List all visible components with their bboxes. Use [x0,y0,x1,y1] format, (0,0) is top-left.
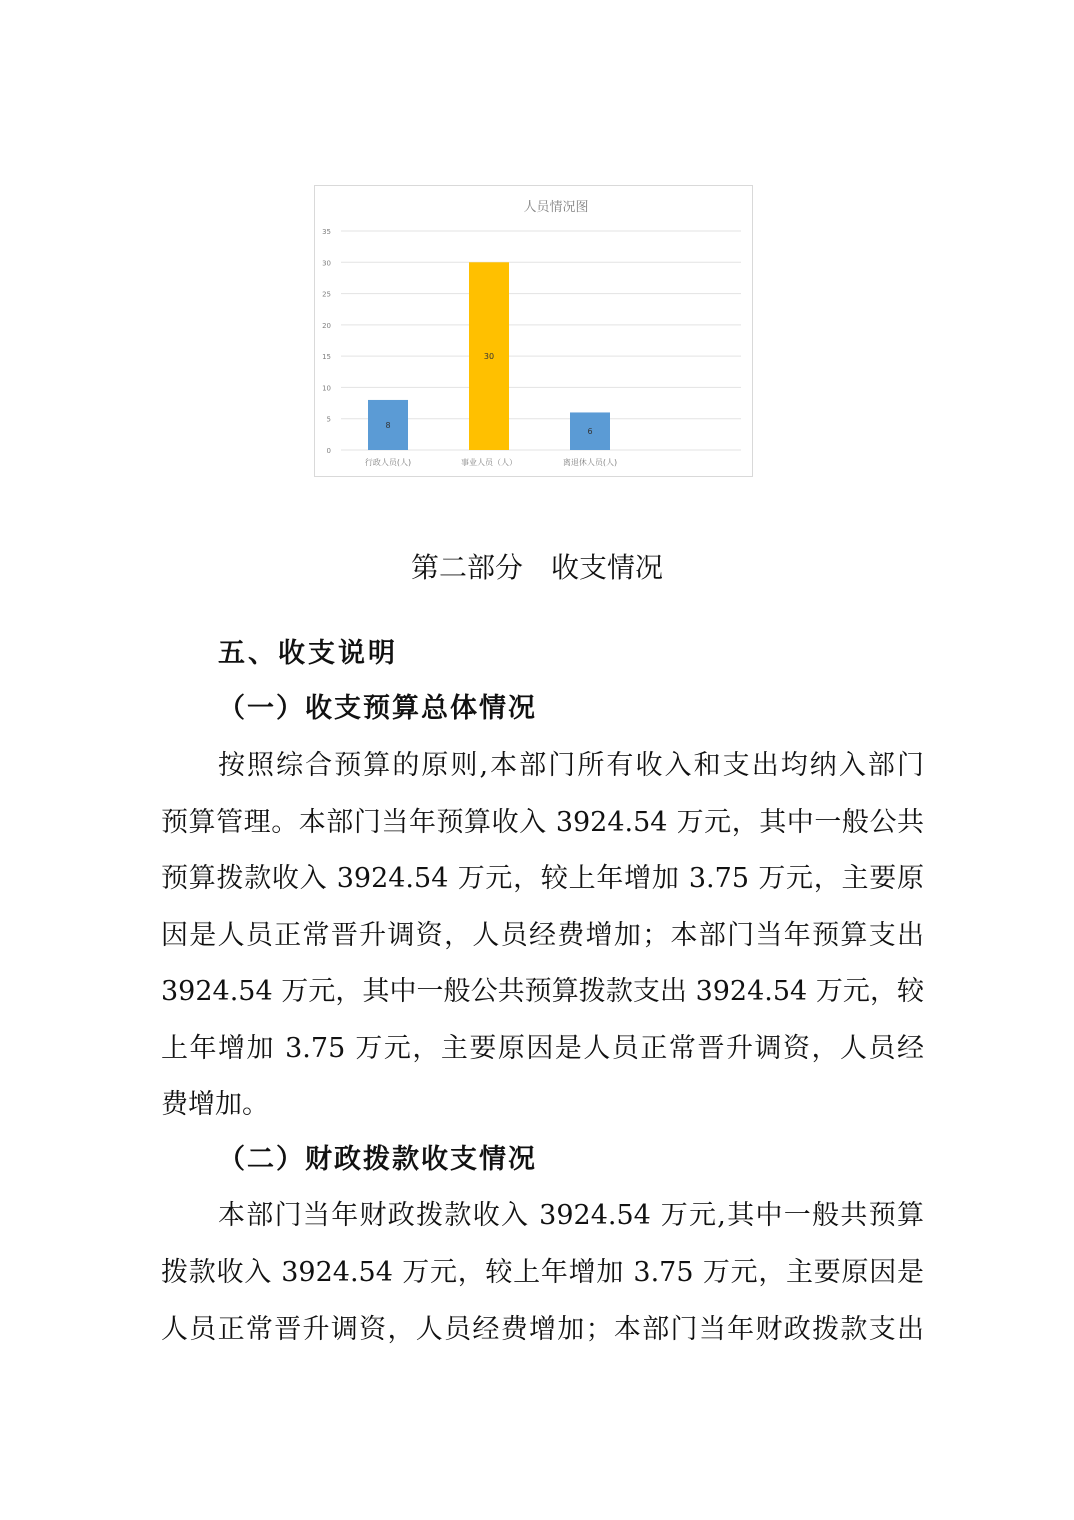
paragraph-line: 费增加。 [161,1089,269,1120]
data-label: 8 [385,420,391,430]
paragraph-line: 预算拨款收入 3924.54 万元，较上年增加 3.75 万元，主要原 [161,863,924,894]
paragraph-line: 因是人员正常晋升调资，人员经费增加；本部门当年预算支出 [161,919,924,951]
subsection-heading: （二）财政拨款收支情况 [218,1144,537,1175]
y-tick-label: 5 [326,415,331,424]
y-tick-label: 10 [322,384,331,393]
paragraph-line: 上年增加 3.75 万元，主要原因是人员正常晋升调资，人员经 [161,1032,924,1064]
paragraph-line: 拨款收入 3924.54 万元，较上年增加 3.75 万元，主要原因是 [161,1257,924,1288]
x-tick-label: 离退休人员(人) [562,458,618,467]
staff-chart [314,185,753,477]
paragraph-line: 3924.54 万元，其中一般公共预算拨款支出 3924.54 万元，较 [161,976,924,1007]
y-tick-label: 0 [326,447,331,455]
data-label: 30 [483,352,495,362]
data-label: 6 [587,427,593,437]
x-tick-label: 事业人员（人） [461,458,517,467]
y-tick-label: 20 [322,321,331,330]
subsection-heading: （一）收支预算总体情况 [218,693,537,724]
y-tick-label: 35 [322,228,331,236]
part-title: 第二部分 收支情况 [410,551,663,584]
paragraph-line: 人员正常晋升调资，人员经费增加；本部门当年财政拨款支出 [161,1314,924,1345]
staff-bar-chart [315,186,752,476]
paragraph-line: 按照综合预算的原则,本部门所有收入和支出均纳入部门 [218,750,924,781]
chart-title: 人员情况图 [523,200,589,215]
paragraph-line: 预算管理。本部门当年预算收入 3924.54 万元，其中一般公共 [161,806,924,838]
paragraph-line: 本部门当年财政拨款收入 3924.54 万元,其中一般共预算 [218,1200,924,1231]
x-tick-label: 行政人员(人) [364,458,412,467]
section-heading: 五、收支说明 [218,638,398,669]
y-tick-label: 25 [322,290,331,299]
y-tick-label: 15 [322,353,331,362]
y-tick-label: 30 [322,259,331,268]
